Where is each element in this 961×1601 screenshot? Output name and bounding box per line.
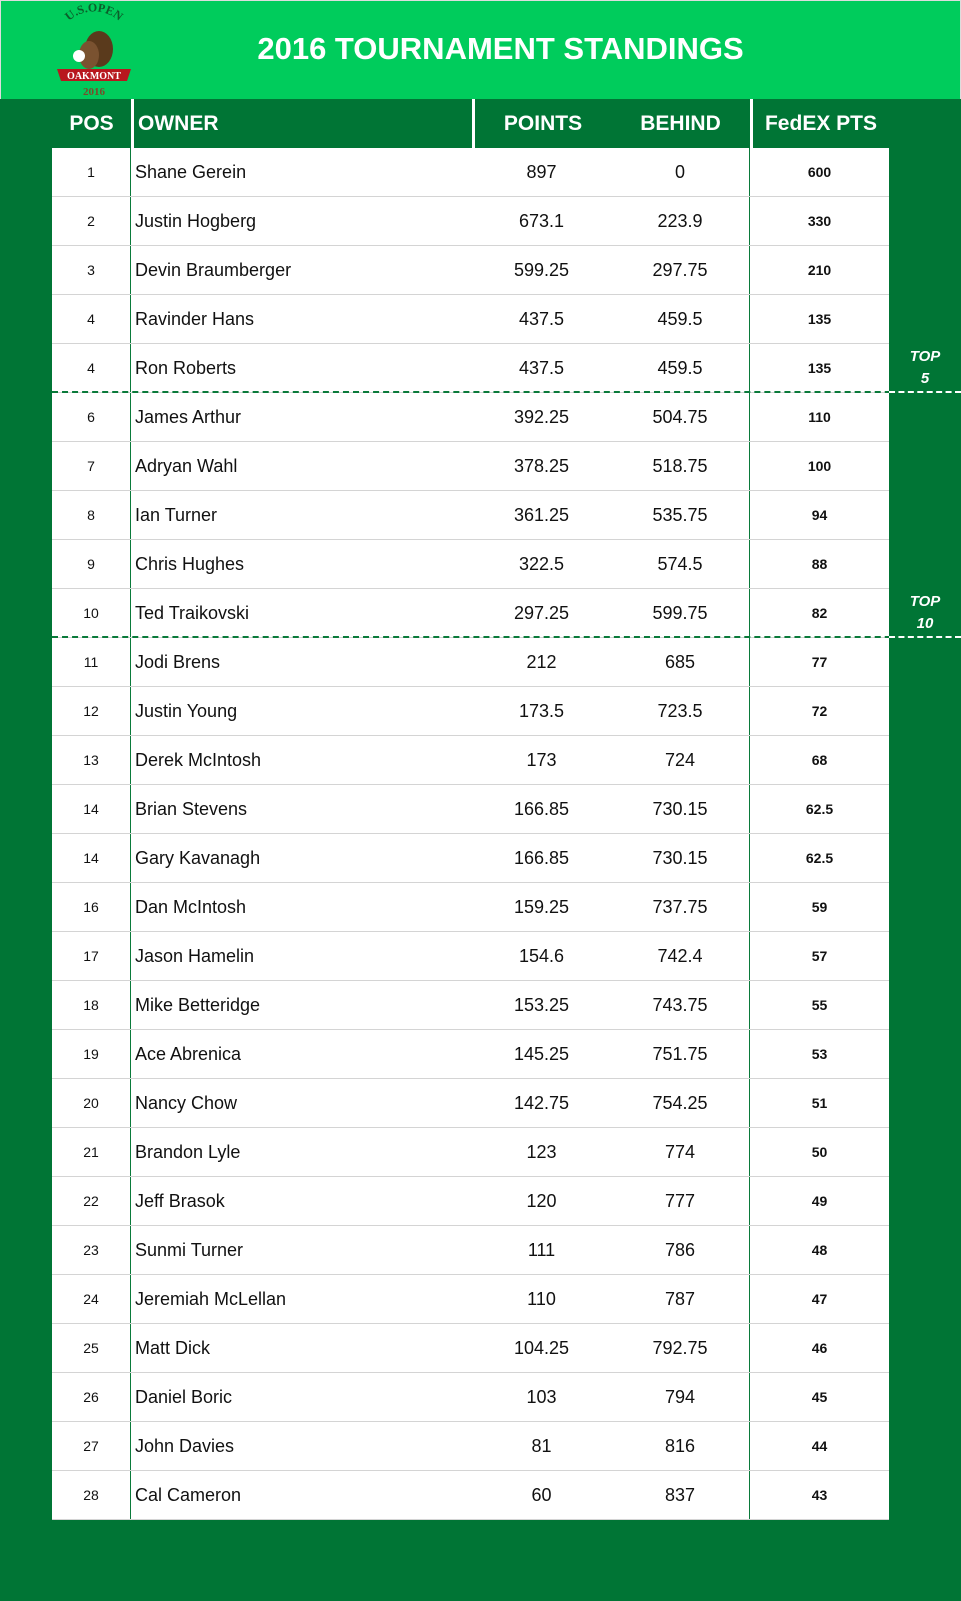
cell-pos: 27 — [52, 1422, 131, 1470]
table-row — [52, 785, 889, 834]
table-row — [52, 393, 889, 442]
col-pos: POS — [69, 111, 114, 135]
cell-fedex-pts: 45 — [811, 1389, 828, 1405]
cell-fedex-pts: 135 — [807, 360, 832, 376]
cell-behind: 297.75 — [611, 246, 750, 294]
cell-pos: 1 — [52, 148, 131, 196]
cell-behind: 459.5 — [611, 344, 750, 392]
cell-owner: Jason Hamelin — [135, 945, 255, 966]
cell-points: 120 — [526, 1190, 557, 1211]
cell-owner: Adryan Wahl — [135, 455, 238, 476]
table-row — [52, 442, 889, 491]
cell-behind: 0 — [611, 148, 750, 196]
cell-owner: Derek McIntosh — [135, 749, 262, 770]
cell-owner: Sunmi Turner — [135, 1239, 244, 1260]
cell-fedex-pts: 55 — [811, 997, 828, 1013]
cell-owner: Daniel Boric — [135, 1386, 233, 1407]
cell-owner: Devin Braumberger — [135, 259, 292, 280]
cell-fedex-pts: 50 — [811, 1144, 828, 1160]
cell-owner: Brian Stevens — [135, 798, 248, 819]
cell-fedex-pts: 44 — [811, 1438, 828, 1454]
cell-behind: 837 — [611, 1471, 750, 1519]
table-row — [52, 932, 889, 981]
cell-points: 103 — [526, 1386, 557, 1407]
cell-points: 159.25 — [513, 896, 570, 917]
cell-owner: Brandon Lyle — [135, 1141, 241, 1162]
cell-fedex-pts: 600 — [807, 164, 832, 180]
table-row — [52, 687, 889, 736]
table-row — [52, 1275, 889, 1324]
cell-owner: John Davies — [135, 1435, 235, 1456]
cell-fedex-pts: 210 — [807, 262, 832, 278]
cell-fedex-pts: 62.5 — [805, 801, 834, 817]
cell-owner: Ravinder Hans — [135, 308, 255, 329]
cell-behind: 792.75 — [611, 1324, 750, 1372]
top10-label — [889, 591, 961, 635]
cell-pos: 18 — [52, 981, 131, 1029]
cell-pos: 12 — [52, 687, 131, 735]
cell-points: 154.6 — [518, 945, 565, 966]
cell-behind: 774 — [611, 1128, 750, 1176]
cell-owner: Shane Gerein — [135, 161, 247, 182]
cell-pos: 6 — [52, 393, 131, 441]
cell-fedex-pts: 53 — [811, 1046, 828, 1062]
cell-pos: 7 — [52, 442, 131, 490]
svg-text:U.S.OPEN: U.S.OPEN — [62, 3, 126, 24]
cell-points: 60 — [531, 1484, 552, 1505]
cell-points: 437.5 — [518, 308, 565, 329]
cell-pos: 13 — [52, 736, 131, 784]
cell-behind: 504.75 — [611, 393, 750, 441]
cell-owner: Ian Turner — [135, 504, 218, 525]
cell-owner: Jodi Brens — [135, 651, 221, 672]
us-open-oakmont-logo — [53, 3, 135, 99]
cell-owner: Jeff Brasok — [135, 1190, 225, 1211]
cell-points: 166.85 — [513, 798, 570, 819]
cell-fedex-pts: 135 — [807, 311, 832, 327]
cell-pos: 20 — [52, 1079, 131, 1127]
table-row — [52, 1471, 889, 1520]
table-row — [52, 834, 889, 883]
cell-behind: 742.4 — [611, 932, 750, 980]
cell-fedex-pts: 57 — [811, 948, 828, 964]
cell-pos: 4 — [52, 295, 131, 343]
svg-text:2016: 2016 — [83, 86, 105, 98]
top10-label-line2: 10 — [916, 615, 934, 632]
cell-owner: Cal Cameron — [135, 1484, 242, 1505]
table-row — [52, 589, 889, 638]
cell-fedex-pts: 82 — [811, 605, 828, 621]
table-row — [52, 736, 889, 785]
cell-pos: 17 — [52, 932, 131, 980]
cell-fedex-pts: 88 — [811, 556, 828, 572]
cell-points: 166.85 — [513, 847, 570, 868]
cell-behind: 787 — [611, 1275, 750, 1323]
cell-behind: 794 — [611, 1373, 750, 1421]
cell-pos: 10 — [52, 589, 131, 637]
table-row — [52, 638, 889, 687]
cell-pos: 3 — [52, 246, 131, 294]
cell-owner: Ted Traikovski — [135, 602, 250, 623]
col-fedex: FedEX PTS — [750, 99, 889, 148]
table-row — [52, 1324, 889, 1373]
table-row — [52, 1373, 889, 1422]
cell-behind: 518.75 — [611, 442, 750, 490]
cell-fedex-pts: 47 — [811, 1291, 828, 1307]
cell-behind: 599.75 — [611, 589, 750, 637]
cell-pos: 24 — [52, 1275, 131, 1323]
cell-fedex-pts: 100 — [807, 458, 832, 474]
cell-behind: 754.25 — [611, 1079, 750, 1127]
cell-pos: 14 — [52, 785, 131, 833]
table-header — [52, 99, 889, 148]
cell-behind: 574.5 — [611, 540, 750, 588]
cell-fedex-pts: 46 — [811, 1340, 828, 1356]
top5-label-line1: TOP — [909, 348, 941, 365]
page-title: 2016 TOURNAMENT STANDINGS — [257, 31, 744, 66]
cell-fedex-pts: 77 — [811, 654, 828, 670]
cell-points: 110 — [527, 1288, 556, 1309]
cell-owner: Nancy Chow — [135, 1092, 238, 1113]
cell-owner: Chris Hughes — [135, 553, 245, 574]
cell-fedex-pts: 94 — [811, 507, 828, 523]
cell-owner: Dan McIntosh — [135, 896, 247, 917]
cell-owner: Justin Hogberg — [135, 210, 257, 231]
cell-points: 81 — [531, 1435, 552, 1456]
col-owner: OWNER — [131, 99, 472, 148]
cell-pos: 28 — [52, 1471, 131, 1519]
cell-pos: 26 — [52, 1373, 131, 1421]
table-row — [52, 1128, 889, 1177]
cell-owner: James Arthur — [135, 406, 242, 427]
cell-behind: 751.75 — [611, 1030, 750, 1078]
top5-label — [889, 346, 961, 390]
cell-behind: 786 — [611, 1226, 750, 1274]
cell-fedex-pts: 62.5 — [805, 850, 834, 866]
cell-pos: 8 — [52, 491, 131, 539]
cell-points: 173 — [526, 749, 557, 770]
cell-pos: 19 — [52, 1030, 131, 1078]
cell-owner: Matt Dick — [135, 1337, 211, 1358]
table-row — [52, 344, 889, 393]
cell-points: 142.75 — [513, 1092, 570, 1113]
cell-behind: 685 — [611, 638, 750, 686]
cell-pos: 25 — [52, 1324, 131, 1372]
cell-pos: 4 — [52, 344, 131, 392]
cell-points: 212 — [526, 651, 557, 672]
cell-pos: 16 — [52, 883, 131, 931]
cell-fedex-pts: 330 — [807, 213, 832, 229]
cell-points: 599.25 — [513, 259, 570, 280]
cell-pos: 21 — [52, 1128, 131, 1176]
cell-points: 361.25 — [513, 504, 570, 525]
col-points: POINTS — [472, 99, 611, 148]
cell-behind: 459.5 — [611, 295, 750, 343]
cell-behind: 223.9 — [611, 197, 750, 245]
cell-pos: 23 — [52, 1226, 131, 1274]
cell-behind: 777 — [611, 1177, 750, 1225]
cell-points: 378.25 — [513, 455, 570, 476]
cell-points: 437.5 — [518, 357, 565, 378]
cell-fedex-pts: 59 — [811, 899, 828, 915]
cell-pos: 14 — [52, 834, 131, 882]
table-row — [52, 1177, 889, 1226]
cell-pos: 9 — [52, 540, 131, 588]
cell-points: 173.5 — [518, 700, 565, 721]
table-row — [52, 540, 889, 589]
cell-pos: 11 — [52, 638, 131, 686]
cell-behind: 737.75 — [611, 883, 750, 931]
cell-fedex-pts: 110 — [808, 409, 831, 425]
top5-divider — [52, 391, 961, 393]
cell-behind: 535.75 — [611, 491, 750, 539]
cell-owner: Justin Young — [135, 700, 238, 721]
top10-label-line1: TOP — [909, 593, 941, 610]
cell-behind: 723.5 — [611, 687, 750, 735]
table-row — [52, 883, 889, 932]
cell-points: 123 — [526, 1141, 557, 1162]
cell-owner: Mike Betteridge — [135, 994, 261, 1015]
cell-owner: Ace Abrenica — [135, 1043, 242, 1064]
cell-points: 673.1 — [518, 210, 565, 231]
table-row — [52, 295, 889, 344]
table-row — [52, 981, 889, 1030]
cell-fedex-pts: 43 — [811, 1487, 828, 1503]
table-row — [52, 1030, 889, 1079]
cell-points: 145.25 — [513, 1043, 570, 1064]
top5-label-line2: 5 — [920, 370, 930, 387]
cell-pos: 2 — [52, 197, 131, 245]
cell-points: 297.25 — [513, 602, 570, 623]
cell-fedex-pts: 48 — [811, 1242, 828, 1258]
header-banner — [0, 0, 961, 99]
cell-behind: 724 — [611, 736, 750, 784]
table-row — [52, 246, 889, 295]
standings-table — [52, 148, 889, 1520]
table-row — [52, 1422, 889, 1471]
cell-pos: 22 — [52, 1177, 131, 1225]
table-row — [52, 148, 889, 197]
cell-fedex-pts: 51 — [811, 1095, 828, 1111]
table-row — [52, 1079, 889, 1128]
cell-owner: Jeremiah McLellan — [135, 1288, 287, 1309]
table-row — [52, 1226, 889, 1275]
col-behind: BEHIND — [640, 111, 721, 135]
table-row — [52, 491, 889, 540]
cell-behind: 743.75 — [611, 981, 750, 1029]
cell-points: 153.25 — [513, 994, 570, 1015]
top10-divider — [52, 636, 961, 638]
svg-text:OAKMONT: OAKMONT — [67, 71, 121, 82]
cell-owner: Gary Kavanagh — [135, 847, 261, 868]
cell-owner: Ron Roberts — [135, 357, 237, 378]
cell-points: 322.5 — [518, 553, 565, 574]
cell-points: 104.25 — [513, 1337, 570, 1358]
table-row — [52, 197, 889, 246]
cell-behind: 730.15 — [611, 785, 750, 833]
cell-fedex-pts: 72 — [811, 703, 828, 719]
cell-fedex-pts: 68 — [811, 752, 828, 768]
cell-behind: 816 — [611, 1422, 750, 1470]
cell-points: 392.25 — [513, 406, 570, 427]
cell-behind: 730.15 — [611, 834, 750, 882]
cell-points: 111 — [527, 1239, 556, 1260]
cell-fedex-pts: 49 — [811, 1193, 828, 1209]
cell-points: 897 — [526, 161, 557, 182]
